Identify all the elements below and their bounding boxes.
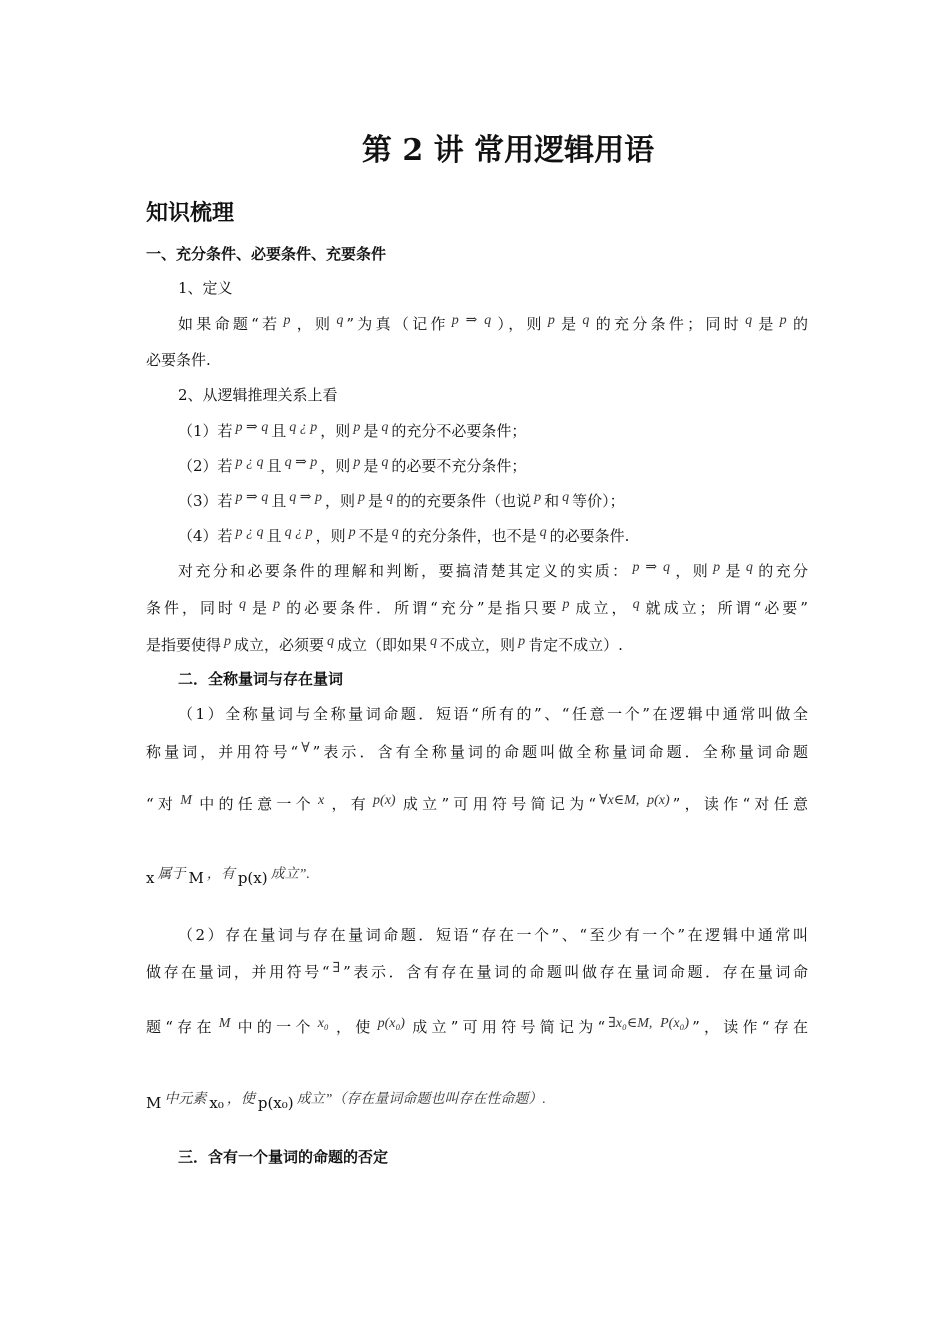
text-segment: 对充分和必要条件的理解和判断，要搞清楚其定义的实质： [178,562,630,580]
text-segment: 中的一个 [233,1018,315,1036]
math-expression: q [745,560,753,575]
math-expression: q [381,455,389,470]
text-segment: M [146,1094,162,1112]
math-expression: p [534,490,542,505]
condition-item-3 [178,491,808,513]
math-expression: p [518,634,526,649]
section-1-title: 一、充分条件、必要条件、充要条件 [146,245,387,263]
text-segment: 是 [368,492,384,510]
section-2-title: 二．全称量词与存在量词 [178,670,344,688]
math-expression: q [430,634,438,649]
math-expression: q ⇒ p [289,490,323,505]
text-segment: p(x) [237,869,268,887]
text-segment: 和 [544,492,560,510]
math-expression: ，有 [206,867,235,882]
text-segment: ”，读作“存在 [692,1018,808,1036]
existential-line-2 [146,962,808,984]
paragraph-line-2 [146,598,808,620]
text-segment: 题“存在 [146,1018,216,1036]
math-expression: p [358,490,366,505]
page-title: 第 2 讲 常用逻辑用语 [361,133,655,168]
math-expression: q [381,420,389,435]
math-expression: p [348,525,356,540]
text-segment: 且 [271,492,287,510]
text-segment: 是 [249,599,271,617]
math-expression: M [180,793,192,808]
paragraph-line-3 [146,635,808,657]
condition-item-4 [178,526,808,548]
math-expression: ∃ [332,961,341,976]
math-expression: p(x₀) [377,1016,405,1031]
text-segment: p(x₀) [257,1094,294,1112]
text-segment: 不是 [358,527,389,545]
math-expression: ，使 [226,1092,255,1107]
text-segment: 如果命题“若 [178,315,281,333]
text-segment: 中的任意一个 [194,795,315,813]
text-segment: 是指要使得 [146,636,222,654]
universal-line-1: （1）全称量词与全称量词命题．短语“所有的”、“任意一个”在逻辑中通常叫做全 [178,705,808,723]
math-expression: q [562,490,570,505]
text-segment: 是 [723,562,743,580]
math-expression: p [713,560,721,575]
math-expression: ∀x∈M, p(x) [599,793,670,808]
text-segment: 的充分条件，也不是 [401,527,537,545]
text-segment: （1）若 [178,422,233,440]
text-segment: 是 [755,315,777,333]
text-segment: ”，读作“对任意 [672,795,808,813]
text-segment: 做存在量词，并用符号“ [146,963,330,981]
math-expression: 属于 [157,867,186,882]
text-segment: 的充分条件；同时 [592,315,743,333]
text-segment: 是 [363,457,379,475]
condition-item-2 [178,456,808,478]
text-segment: 且 [266,457,282,475]
text-segment: 条件，同时 [146,599,237,617]
math-expression: p ¿ q [235,525,264,540]
existential-line-4 [146,1093,808,1115]
text-segment: 成立（即如果 [337,636,428,654]
math-expression: p(x) [373,793,396,808]
existential-line-3 [146,1017,808,1039]
paragraph-line-1 [178,561,808,583]
math-expression: p ⇒ q [632,560,671,575]
math-expression: ∀ [301,741,310,756]
text-segment: ，有 [327,795,371,813]
math-expression: p ⇒ q [451,313,492,328]
math-expression: q [582,313,590,328]
text-segment: M [188,869,204,887]
math-expression: p ¿ q [235,455,264,470]
text-segment: 的充分不必要条件； [391,422,527,440]
text-segment: 的的充要条件（也说 [396,492,532,510]
text-segment: ），则 [494,315,545,333]
text-segment: 是 [363,422,379,440]
math-expression: p [273,597,281,612]
text-segment: 称量词，并用符号“ [146,743,299,761]
math-expression: M [218,1016,231,1031]
math-expression: q [539,525,547,540]
text-segment: 的必要条件．所谓“充分”是指只要 [283,599,560,617]
math-expression: q [391,525,399,540]
universal-line-3 [146,794,808,816]
math-expression: q ¿ p [284,525,313,540]
text-segment: 不成立，则 [440,636,516,654]
text-segment: ，则 [320,422,351,440]
text-segment: x [146,869,155,887]
math-expression: p [353,420,361,435]
text-segment: ”表示．含有存在量词的命题叫做存在量词命题．存在量词命 [343,963,809,981]
math-expression: p [283,313,291,328]
text-segment: 的必要不充分条件； [391,457,527,475]
text-segment: 等价）； [572,492,625,510]
text-segment: x₀ [209,1094,224,1112]
math-expression: q ⇒ p [284,455,318,470]
math-expression: q [632,597,640,612]
universal-line-2 [146,742,808,764]
text-segment: 成立”可用符号简记为“ [398,795,597,813]
math-expression: 成立”. [270,867,310,882]
math-expression: p ⇒ q [235,420,269,435]
math-expression: q [239,597,247,612]
text-segment: （3）若 [178,492,233,510]
text-segment: 且 [271,422,287,440]
text-segment: ，则 [673,562,711,580]
text-segment: 成立”可用符号简记为“ [407,1018,606,1036]
math-expression: x [317,793,325,808]
text-segment: 是 [557,315,580,333]
math-expression: p [353,455,361,470]
text-segment: ”表示．含有全称量词的命题叫做全称量词命题．全称量词命题 [312,743,809,761]
condition-item-1 [178,421,808,443]
text-segment: ”为真（记作 [346,315,449,333]
text-segment: 的 [789,315,808,333]
text-segment: 成立，必须要 [234,636,325,654]
math-expression: q [386,490,394,505]
text-segment: ，则 [315,527,346,545]
definition-label: 1、定义 [178,279,233,297]
section-heading: 知识梳理 [146,200,235,226]
text-segment: ，则 [320,457,351,475]
math-expression: p [562,597,570,612]
text-segment: “对 [146,795,178,813]
existential-line-1: （2）存在量词与存在量词命题．短语“存在一个”、“至少有一个”在逻辑中通常叫 [178,926,808,944]
math-expression: ∃x₀∈M, P(x₀) [608,1016,690,1031]
text-segment: 的充分 [755,562,808,580]
text-segment: ，则 [293,315,334,333]
math-expression: 中元素 [164,1092,207,1107]
text-segment: ，则 [325,492,356,510]
definition-line-1 [178,314,808,336]
math-expression: q [745,313,753,328]
text-segment: 且 [266,527,282,545]
definition-line-2: 必要条件. [146,351,211,369]
math-expression: x₀ [317,1016,329,1031]
text-segment: （2）若 [178,457,233,475]
math-expression: q [336,313,344,328]
math-expression: p [547,313,555,328]
section-3-title: 三．含有一个量词的命题的否定 [178,1148,389,1166]
math-expression: p [779,313,787,328]
math-expression: q ¿ p [289,420,318,435]
math-expression: q [327,634,335,649]
math-expression: p [224,634,232,649]
universal-line-4 [146,868,808,890]
text-segment: 就成立；所谓“必要” [642,599,808,617]
math-expression: 成立”（存在量词命题也叫存在性命题）. [296,1092,546,1107]
text-segment: （4）若 [178,527,233,545]
logic-label: 2、从逻辑推理关系上看 [178,386,338,404]
text-segment: 的必要条件. [549,527,630,545]
text-segment: 成立， [572,599,630,617]
math-expression: p ⇒ q [235,490,269,505]
text-segment: 肯定不成立）. [528,636,623,654]
text-segment: ，使 [331,1018,375,1036]
